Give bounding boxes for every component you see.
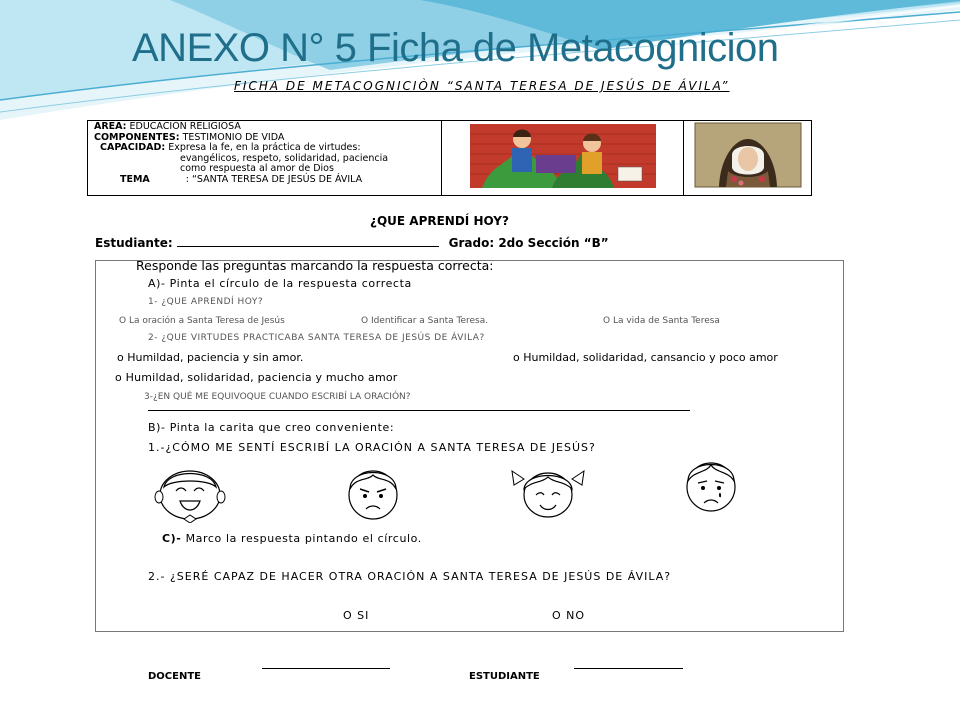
section-c-text: Marco la respuesta pintando el círculo. [185, 532, 422, 545]
header-table [87, 120, 812, 196]
answer-line[interactable] [148, 410, 690, 411]
student-label: Estudiante: [95, 236, 173, 250]
student-name-field[interactable] [177, 236, 439, 247]
q2-option-2[interactable]: o Humildad, solidaridad, cansancio y poco amor [513, 351, 778, 364]
student-line [95, 236, 609, 250]
question-b1: 1.-¿CÓMO ME SENTÍ ESCRIBÍ LA ORACIÓN A SANTA TERESA DE JESÚS? [148, 441, 596, 454]
q2-option-1[interactable]: o Humildad, paciencia y sin amor. [117, 351, 304, 364]
docente-label: DOCENTE [148, 671, 201, 682]
question-3: 3-¿EN QUÉ ME EQUIVOQUE CUANDO ESCRIBÍ LA ORACIÓN? [144, 392, 411, 402]
questions-box [95, 260, 844, 632]
grado-label: Grado: 2do Sección “B” [448, 236, 609, 250]
instructions-text: Responde las preguntas marcando la respuesta correcta: [136, 258, 494, 273]
area-value: EDUCACION RELIGIOSA [129, 121, 241, 132]
section-a-title: A)- Pinta el círculo de la respuesta correcta [148, 277, 412, 290]
question-1: 1- ¿QUE APRENDÍ HOY? [148, 297, 264, 307]
componentes-label: COMPONENTES: [94, 131, 180, 143]
q1-option-3[interactable]: O La vida de Santa Teresa [603, 316, 720, 326]
angry-face-icon[interactable] [340, 461, 406, 523]
capacidad-label: CAPACIDAD: [100, 142, 166, 154]
laughing-face-icon[interactable] [150, 461, 230, 523]
q2-option-3[interactable]: o Humildad, solidaridad, paciencia y mucho amor [115, 371, 398, 384]
q1-option-1[interactable]: O La oración a Santa Teresa de Jesús [119, 316, 285, 326]
happy-girl-face-icon[interactable] [506, 459, 590, 521]
children-illustration [442, 121, 684, 195]
tema-label: TEMA [120, 173, 150, 185]
question-c2: 2.- ¿SERÉ CAPAZ DE HACER OTRA ORACIÓN A SANTA TERESA DE JESÚS DE ÁVILA? [148, 570, 672, 583]
section-heading: ¿QUE APRENDÍ HOY? [370, 214, 509, 228]
slide-title: ANEXO N° 5 Ficha de Metacognicion [132, 26, 779, 70]
sad-face-icon[interactable] [678, 453, 744, 515]
section-c-title [162, 532, 422, 545]
question-2: 2- ¿QUE VIRTUDES PRACTICABA SANTA TERESA DE JESÚS DE ÁVILA? [148, 333, 485, 343]
santa-teresa-portrait [684, 121, 811, 195]
course-info [88, 121, 442, 195]
capacidad-line2: evangélicos, respeto, solidaridad, paciencia [180, 152, 389, 164]
estudiante-signature-line[interactable] [574, 668, 683, 669]
ficha-title: FICHA DE METACOGNICIÒN “SANTA TERESA DE JESÚS DE ÁVILA” [234, 79, 730, 93]
no-option[interactable]: O NO [552, 609, 586, 622]
yes-option[interactable]: O SI [343, 609, 370, 622]
componentes-value: TESTIMONIO DE VIDA [182, 131, 285, 143]
capacidad-line1: Expresa la fe, en la práctica de virtudes: [168, 142, 361, 154]
section-c-letter: C)- [162, 532, 182, 545]
q1-option-2[interactable]: O Identificar a Santa Teresa. [361, 316, 489, 326]
capacidad-line3: como respuesta al amor de Dios [180, 163, 334, 175]
section-b-title: B)- Pinta la carita que creo conveniente: [148, 421, 395, 434]
area-label: AREA: [94, 121, 127, 132]
tema-value: : “SANTA TERESA DE JESÚS DE ÁVILA [185, 173, 363, 185]
estudiante-label: ESTUDIANTE [469, 671, 540, 682]
docente-signature-line[interactable] [262, 668, 390, 669]
